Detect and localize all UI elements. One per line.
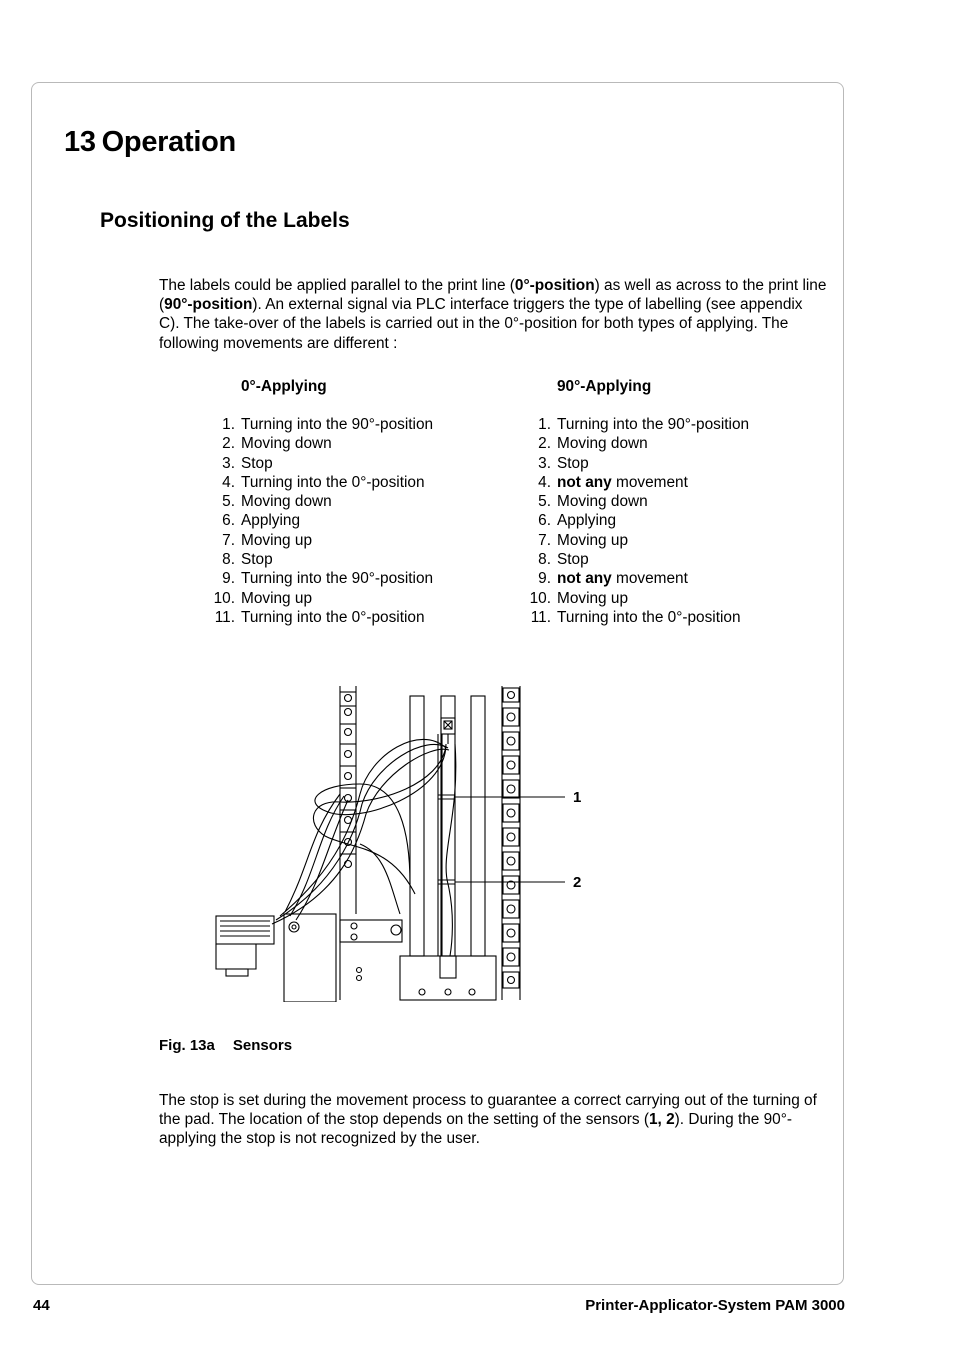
list-item-emphasis: not any: [557, 570, 612, 588]
list-item: [524, 492, 824, 511]
list-item: [524, 454, 824, 473]
list-item-label: Turning into the 0°-position: [557, 608, 741, 626]
list-item: [208, 589, 508, 608]
list-item: [208, 454, 508, 473]
section-title: Positioning of the Labels: [100, 209, 350, 232]
list-item-number: 4.: [538, 473, 551, 491]
intro-text-1: The labels could be applied parallel to the print line (: [159, 277, 515, 294]
list-item-number: 6.: [538, 512, 551, 530]
callout-label-2: 2: [573, 874, 582, 891]
list-item: [524, 531, 824, 550]
list-item: [524, 434, 824, 453]
list-item-text: [557, 473, 688, 492]
list-item: [524, 569, 824, 588]
list-item-text: [241, 511, 300, 530]
list-item-number: 1.: [538, 416, 551, 433]
list-item: [524, 473, 824, 492]
list-0-degree-applying: [208, 377, 508, 627]
intro-text-2: ) as well as across to the print line (: [159, 277, 827, 314]
sensor-head: [441, 718, 455, 744]
list-item-label: Stop: [241, 454, 273, 472]
list-item: [208, 569, 508, 588]
list-item-label: Moving down: [557, 435, 648, 453]
list-item-text: [557, 569, 688, 588]
list-item-text: [557, 589, 628, 608]
list-item-number: 8.: [538, 551, 551, 569]
list-item: [524, 550, 824, 569]
list-item-number: 6.: [222, 512, 235, 530]
list-item-label: Applying: [557, 512, 617, 530]
footer-product-name: Printer-Applicator-System PAM 3000: [585, 1297, 845, 1314]
callout-label-1: 1: [573, 789, 582, 806]
closing-bold-1: 1, 2: [648, 1111, 675, 1129]
list-item-label: Moving up: [241, 589, 313, 607]
list-item-text: [241, 550, 273, 569]
list-item-label: Moving up: [557, 531, 629, 549]
list-item-label: movement: [611, 473, 688, 491]
list-item-number: 9.: [222, 570, 235, 588]
list-item-text: [557, 415, 749, 434]
list-item-text: [557, 492, 648, 511]
page-number: 44: [33, 1297, 50, 1314]
list-item-text: [241, 434, 332, 453]
list-item-text: [557, 454, 589, 473]
cable-connector: [216, 916, 274, 976]
list-item-label: Turning into the 0°-position: [241, 473, 425, 491]
list-item-label: Turning into the 0°-position: [241, 608, 425, 626]
list-item-label: Moving down: [241, 493, 332, 511]
list-item-label: Moving down: [557, 493, 648, 511]
list-item-text: [557, 434, 648, 453]
list-item: [524, 511, 824, 530]
list-heading: 90°-Applying: [557, 378, 652, 395]
list-item-text: [557, 550, 589, 569]
list-item-label: Turning into the 90°-position: [241, 416, 434, 433]
list-item-number: 2.: [538, 435, 551, 453]
list-item: [208, 473, 508, 492]
list-item-number: 1.: [222, 416, 235, 433]
closing-paragraph: [159, 1091, 827, 1149]
list-item-label: Stop: [557, 454, 589, 472]
list-item-label: Moving down: [241, 435, 332, 453]
list-item-emphasis: not any: [557, 473, 612, 491]
list-item-label: Stop: [241, 551, 273, 569]
list-item-label: Turning into the 90°-position: [241, 570, 434, 588]
list-item-text: [557, 511, 616, 530]
list-item-number: 3.: [538, 454, 551, 472]
list-item-label: Moving up: [241, 531, 313, 549]
list-item: [524, 415, 824, 434]
list-item-number: 11.: [530, 608, 551, 626]
chapter-number: 13: [64, 126, 96, 158]
list-item-number: 5.: [222, 493, 235, 511]
list-item-label: Applying: [241, 512, 301, 530]
list-item-label: movement: [611, 570, 688, 588]
chapter-title: Operation: [101, 126, 236, 158]
base-blocks: [284, 914, 496, 1002]
list-item: [208, 608, 508, 627]
list-item: [208, 550, 508, 569]
list-item-text: [241, 492, 332, 511]
list-90-degree-applying: [524, 377, 824, 627]
figure-caption: [159, 1037, 292, 1054]
intro-bold-1: 0°-position: [514, 277, 595, 294]
closing-text-2: ). During the 90°-applying the stop is not recognized by the user.: [159, 1111, 793, 1148]
intro-paragraph: [159, 276, 827, 353]
list-item-number: 7.: [538, 531, 551, 549]
list-item-text: [241, 608, 425, 627]
list-item: [208, 492, 508, 511]
cable-bundle: [272, 739, 456, 956]
list-item-label: Turning into the 90°-position: [557, 416, 750, 433]
list-item-label: Stop: [557, 551, 589, 569]
right-chain-rail: [502, 686, 520, 1000]
list-item-number: 10.: [213, 589, 235, 607]
closing-text-1: The stop is set during the movement process to guarantee a correct carrying out of the turning of the pad. The location of the stop depends on the setting of the sensors (: [159, 1092, 817, 1129]
list-item: [208, 531, 508, 550]
intro-bold-2: 90°-position: [164, 296, 253, 314]
list-item: [208, 415, 508, 434]
list-item-text: [241, 569, 433, 588]
figure-caption-title: Sensors: [232, 1037, 293, 1054]
list-item-number: 5.: [538, 493, 551, 511]
list-item-text: [241, 415, 433, 434]
sensor-diagram: [210, 684, 590, 1002]
list-item-text: [557, 608, 741, 627]
list-item-number: 7.: [222, 531, 235, 549]
list-item: [208, 511, 508, 530]
list-item-number: 8.: [222, 551, 235, 569]
list-item-text: [241, 531, 312, 550]
list-item-label: Moving up: [557, 589, 629, 607]
list-item-number: 3.: [222, 454, 235, 472]
list-heading: 0°-Applying: [241, 378, 327, 395]
list-item-number: 4.: [222, 473, 235, 491]
list-item: [524, 589, 824, 608]
list-item-text: [241, 454, 273, 473]
list-item-text: [241, 473, 425, 492]
figure-caption-label: Fig. 13a: [159, 1037, 215, 1054]
list-item-number: 11.: [214, 608, 235, 626]
chapter-heading: [64, 126, 236, 159]
list-item-text: [557, 531, 628, 550]
list-item-number: 9.: [538, 570, 551, 588]
list-item-text: [241, 589, 312, 608]
list-item-number: 10.: [529, 589, 551, 607]
list-item: [524, 608, 824, 627]
intro-text-3: ). An external signal via PLC interface triggers the type of labelling (see appendix C). The take-over of the labels is carried out in the 0°-position for both types of applying. The following movements are different :: [159, 296, 803, 352]
list-item: [208, 434, 508, 453]
list-item-number: 2.: [222, 435, 235, 453]
